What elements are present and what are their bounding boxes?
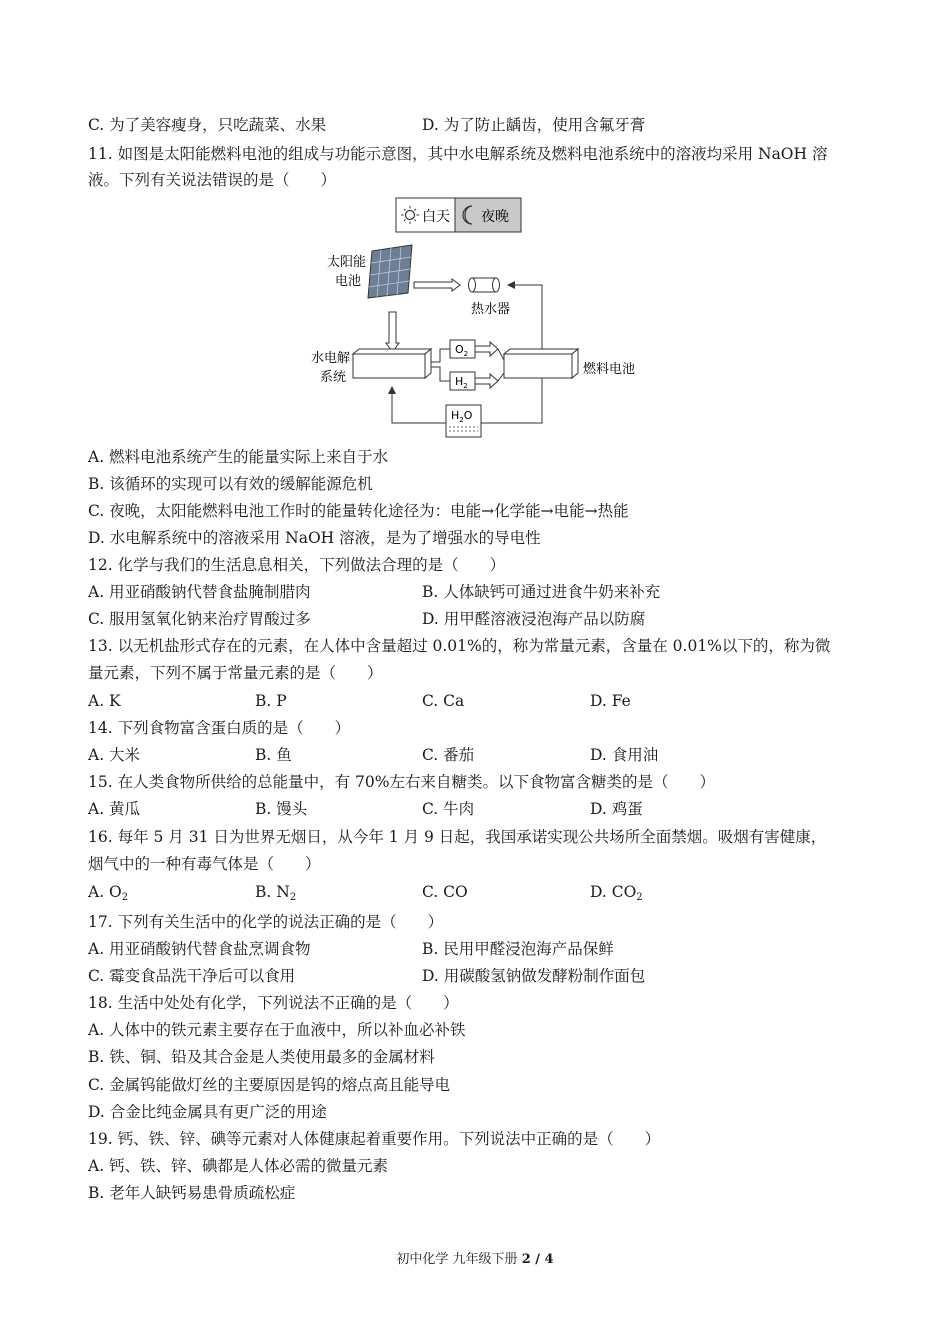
page-number: 2 / 4 bbox=[521, 1252, 554, 1267]
h2o-sub: 2 bbox=[459, 416, 464, 424]
q13-option-a: A. K bbox=[88, 692, 121, 710]
day-night-legend bbox=[396, 198, 521, 232]
q16-option-a-sub: 2 bbox=[121, 892, 129, 903]
water-container bbox=[446, 405, 481, 437]
q12-option-b: B. 人体缺钙可通过进食牛奶来补充 bbox=[422, 583, 661, 601]
q17-stem: 17. 下列有关生活中的化学的说法正确的是（ ） bbox=[88, 913, 444, 931]
q17-option-b: B. 民用甲醛浸泡海产品保鲜 bbox=[422, 940, 614, 958]
q16-option-b bbox=[255, 881, 296, 909]
q13-stem-line2: 量元素，下列不属于常量元素的是（ ） bbox=[88, 664, 383, 682]
q18-option-b: B. 铁、铜、铅及其合金是人类使用最多的金属材料 bbox=[88, 1048, 435, 1066]
footer-text: 初中化学 九年级下册 bbox=[396, 1252, 522, 1267]
q12-option-a: A. 用亚硝酸钠代替食盐腌制腊肉 bbox=[88, 583, 311, 601]
q15-option-c: C. 牛肉 bbox=[422, 800, 475, 818]
electrolysis-label-2: 系统 bbox=[320, 370, 347, 385]
q16-option-b-text: B. N bbox=[255, 883, 290, 901]
electrolysis-system-box bbox=[353, 349, 431, 378]
q15-stem: 15. 在人类食物所供给的总能量中，有 70%左右来自糖类。以下食物富含糖类的是（ ） bbox=[88, 773, 715, 791]
fuel-cell-box bbox=[504, 349, 578, 378]
q17-option-d: D. 用碳酸氢钠做发酵粉制作面包 bbox=[422, 967, 646, 985]
q16-stem-line1: 16. 每年 5 月 31 日为世界无烟日，从今年 1 月 9 日起，我国承诺实现公共场所全面禁烟。吸烟有害健康， bbox=[88, 828, 827, 846]
q13-option-b: B. P bbox=[255, 692, 287, 710]
h2o-h: H bbox=[451, 409, 460, 422]
q12-stem: 12. 化学与我们的生活息息相关，下列做法合理的是（ ） bbox=[88, 556, 506, 574]
q18-stem: 18. 生活中处处有化学，下列说法不正确的是（ ） bbox=[88, 994, 459, 1012]
q14-option-a: A. 大米 bbox=[88, 746, 141, 764]
fuel-cell-to-heater-line bbox=[508, 285, 542, 353]
q18-option-d: D. 合金比纯金属具有更广泛的用途 bbox=[88, 1103, 327, 1121]
o2-sub: 2 bbox=[463, 350, 469, 358]
q14-stem: 14. 下列食物富含蛋白质的是（ ） bbox=[88, 719, 351, 737]
q19-option-b: B. 老年人缺钙易患骨质疏松症 bbox=[88, 1184, 296, 1202]
q13-stem-line1: 13. 以无机盐形式存在的元素，在人体中含量超过 0.01%的，称为常量元素，含量在 0.01%以下的，称为微 bbox=[88, 637, 831, 655]
solar-cell-label-1: 太阳能 bbox=[327, 255, 367, 270]
day-label: 白天 bbox=[422, 209, 450, 225]
o2-box bbox=[450, 340, 475, 358]
q15-option-a: A. 黄瓜 bbox=[88, 800, 141, 818]
q16-option-a bbox=[88, 881, 128, 909]
h2-box bbox=[450, 372, 475, 390]
q13-option-d: D. Fe bbox=[590, 692, 631, 710]
q10-option-d: D. 为了防止龋齿，使用含氟牙膏 bbox=[422, 116, 646, 134]
arrow-to-electrolysis bbox=[386, 312, 399, 352]
q16-stem-line2: 烟气中的一种有毒气体是（ ） bbox=[88, 855, 321, 873]
q16-option-a-text: A. O bbox=[88, 883, 122, 901]
q15-option-b: B. 馒头 bbox=[255, 800, 308, 818]
solar-panel-icon bbox=[368, 245, 412, 298]
solar-cell-label-2: 电池 bbox=[335, 274, 362, 289]
q14-option-b: B. 鱼 bbox=[255, 746, 292, 764]
fuel-cell-label: 燃料电池 bbox=[583, 362, 636, 377]
h2o-o: O bbox=[463, 409, 473, 422]
q17-option-a: A. 用亚硝酸钠代替食盐烹调食物 bbox=[88, 940, 311, 958]
q12-option-c: C. 服用氢氧化钠来治疗胃酸过多 bbox=[88, 610, 311, 628]
arrow-to-heater bbox=[414, 279, 460, 291]
o2-label: O bbox=[455, 343, 464, 356]
q16-option-d-sub: 2 bbox=[636, 892, 643, 903]
q14-option-d: D. 食用油 bbox=[590, 746, 659, 764]
q16-option-b-sub: 2 bbox=[289, 892, 297, 903]
q11-option-a: A. 燃料电池系统产生的能量实际上来自于水 bbox=[88, 448, 389, 466]
q10-option-c: C. 为了美容瘦身，只吃蔬菜、水果 bbox=[88, 116, 327, 134]
q19-option-a: A. 钙、铁、锌、碘都是人体必需的微量元素 bbox=[88, 1157, 389, 1175]
q15-option-d: D. 鸡蛋 bbox=[590, 800, 643, 818]
h2-sub: 2 bbox=[463, 382, 468, 390]
q13-option-c: C. Ca bbox=[422, 692, 465, 710]
q12-option-d: D. 用甲醛溶液浸泡海产品以防腐 bbox=[422, 610, 646, 628]
h2-label: H bbox=[455, 375, 464, 388]
q14-option-c: C. 番茄 bbox=[422, 746, 475, 764]
q18-option-a: A. 人体中的铁元素主要存在于血液中，所以补血必补铁 bbox=[88, 1021, 466, 1039]
q11-stem-line2: 液。下列有关说法错误的是（ ） bbox=[88, 171, 337, 189]
q16-option-c: C. CO bbox=[422, 883, 468, 901]
water-heater-icon bbox=[469, 278, 500, 292]
q11-option-d: D. 水电解系统中的溶液采用 NaOH 溶液，是为了增强水的导电性 bbox=[88, 529, 541, 547]
q18-option-c: C. 金属钨能做灯丝的主要原因是钨的熔点高且能导电 bbox=[88, 1076, 451, 1094]
q11-option-b: B. 该循环的实现可以有效的缓解能源危机 bbox=[88, 475, 373, 493]
page-footer bbox=[0, 1248, 950, 1267]
q16-option-d bbox=[590, 881, 643, 909]
electrolysis-label-1: 水电解 bbox=[311, 351, 351, 366]
solar-fuel-cell-diagram bbox=[300, 195, 660, 445]
night-label: 夜晚 bbox=[481, 209, 509, 225]
water-to-electrolysis-line bbox=[392, 387, 446, 423]
q19-stem: 19. 钙、铁、锌、碘等元素对人体健康起着重要作用。下列说法中正确的是（ ） bbox=[88, 1130, 661, 1148]
q11-stem-line1: 11. 如图是太阳能燃料电池的组成与功能示意图，其中水电解系统及燃料电池系统中的溶液均采用 NaOH 溶 bbox=[88, 145, 828, 163]
water-heater-label: 热水器 bbox=[471, 302, 511, 317]
q16-option-d-text: D. CO bbox=[590, 883, 637, 901]
q11-option-c: C. 夜晚，太阳能燃料电池工作时的能量转化途径为：电能→化学能→电能→热能 bbox=[88, 502, 629, 520]
q17-option-c: C. 霉变食品洗干净后可以食用 bbox=[88, 967, 296, 985]
